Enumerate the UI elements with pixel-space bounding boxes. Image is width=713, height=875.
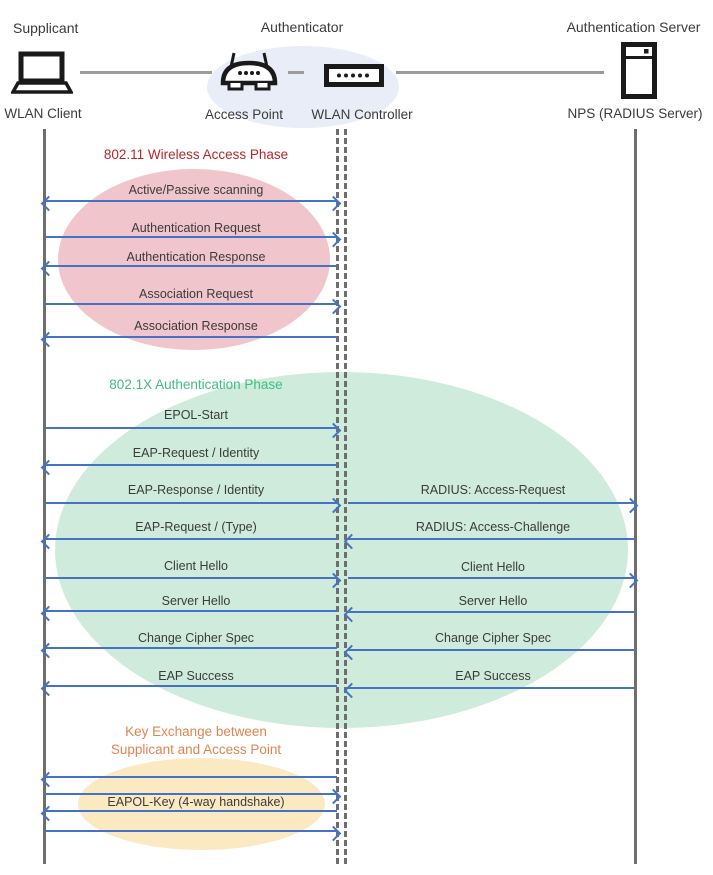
message-label: EAP-Response / Identity — [127, 483, 265, 497]
message-label: Active/Passive scanning — [128, 183, 264, 197]
message-arrow-right — [45, 236, 337, 238]
laptop-icon — [11, 51, 73, 95]
message-label: Server Hello — [458, 594, 528, 608]
message-arrow-right — [45, 427, 337, 429]
message-arrow-left — [45, 464, 337, 466]
message-label: Association Response — [134, 319, 258, 333]
message-label-eapol-key: EAPOL-Key (4-way handshake) — [107, 795, 285, 809]
connector-line — [396, 71, 604, 74]
message-label: Authentication Response — [126, 250, 266, 264]
device-label-wlan-client: WLAN Client — [4, 106, 82, 121]
device-label-nps-radius-server: NPS (RADIUS Server) — [567, 106, 703, 121]
message-arrow-right — [45, 502, 337, 504]
message-arrow-left — [45, 538, 337, 540]
role-label-authenticator: Authenticator — [260, 19, 344, 35]
message-arrow-left — [348, 687, 634, 689]
message-arrow-left — [45, 685, 337, 687]
message-arrow-left — [45, 776, 337, 778]
server-icon — [621, 42, 657, 100]
wlan-controller-icon — [324, 64, 384, 87]
message-label: Change Cipher Spec — [434, 631, 552, 645]
message-arrow-left — [348, 649, 634, 651]
phase-title-line: Supplicant and Access Point — [110, 742, 282, 757]
phase-title-80211-wireless-access: 802.11 Wireless Access Phase — [103, 147, 289, 162]
phase-title-key-exchange — [45, 723, 347, 759]
message-label: EAP Success — [158, 669, 234, 683]
message-arrow-right — [348, 577, 634, 579]
message-label: Server Hello — [161, 594, 231, 608]
message-arrow-left — [45, 810, 337, 812]
message-label: Authentication Request — [131, 221, 261, 235]
message-arrow-left — [45, 647, 337, 649]
message-label: Change Cipher Spec — [137, 631, 255, 645]
message-label: EAP-Request / Identity — [132, 446, 260, 460]
message-arrow-left — [45, 265, 337, 267]
message-arrow-right — [45, 830, 337, 832]
connector-line — [288, 71, 304, 74]
message-label: EAP-Request / (Type) — [135, 520, 257, 534]
connector-line — [80, 71, 212, 74]
message-arrow-left — [45, 610, 337, 612]
message-arrow-both — [45, 200, 337, 202]
message-arrow-right — [45, 303, 337, 305]
message-label: EAP Success — [455, 669, 531, 683]
message-label: RADIUS: Access-Request — [420, 483, 566, 497]
phase-title-line: Key Exchange between — [125, 724, 267, 739]
device-label-wlan-controller: WLAN Controller — [311, 107, 413, 122]
message-label: RADIUS: Access-Challenge — [415, 520, 571, 534]
message-label: Client Hello — [164, 559, 228, 573]
message-arrow-left — [348, 611, 634, 613]
message-label: Client Hello — [461, 560, 525, 574]
message-arrow-left — [45, 336, 337, 338]
role-label-authentication-server: Authentication Server — [566, 19, 701, 35]
phase-title-8021x-authentication: 802.1X Authentication Phase — [109, 377, 283, 392]
message-arrow-right — [45, 577, 337, 579]
message-arrow-right — [348, 502, 634, 504]
access-point-icon — [219, 50, 279, 94]
message-arrow-left — [348, 538, 634, 540]
device-label-access-point: Access Point — [204, 107, 284, 122]
message-label: Association Request — [139, 287, 253, 301]
role-label-supplicant: Supplicant — [13, 20, 79, 36]
message-label: EPOL-Start — [164, 408, 228, 422]
